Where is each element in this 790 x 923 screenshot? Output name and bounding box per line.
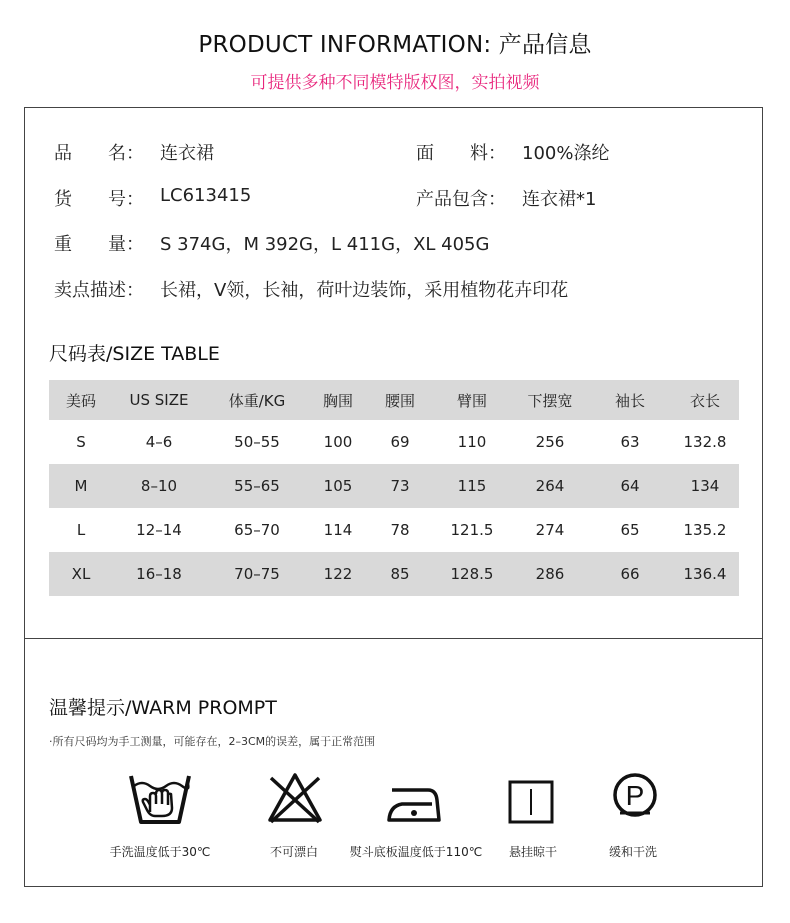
table-cell: 85 <box>367 552 433 596</box>
table-cell: S <box>76 433 86 451</box>
table-cell: M <box>49 464 113 508</box>
table-cell: 121.5 <box>450 521 494 539</box>
name-value: 连衣裙 <box>160 143 214 164</box>
measurement-note: ·所有尺码均为手工测量，可能存在，2–3CM的误差，属于正常范围 <box>49 735 376 748</box>
table-cell: XL <box>49 552 113 596</box>
dry-clean-symbol: P <box>625 780 645 811</box>
table-cell: 110 <box>457 433 487 451</box>
includes-label: 产品包含： <box>416 189 506 210</box>
table-cell: 65–70 <box>234 521 280 539</box>
line-dry-icon <box>507 779 555 825</box>
page-subtitle: 可提供多种不同模特版权图，实拍视频 <box>250 73 540 93</box>
table-cell: 66 <box>589 552 671 596</box>
table-cell: 16–18 <box>113 552 205 596</box>
table-cell: 50–55 <box>234 433 280 451</box>
header-waist: 腰围 <box>367 380 433 420</box>
iron-icon <box>386 778 442 824</box>
table-cell: 105 <box>309 464 367 508</box>
table-cell: 65 <box>620 521 640 539</box>
selling-points-value: 长裙，V领，长袖，荷叶边装饰，采用植物花卉印花 <box>160 280 569 301</box>
table-cell: 114 <box>323 521 353 539</box>
table-cell: 4–6 <box>145 433 173 451</box>
table-cell: 69 <box>390 433 410 451</box>
header-bust: 胸围 <box>309 380 367 420</box>
header-hem: 下摆宽 <box>511 380 589 420</box>
table-cell: 55–65 <box>205 464 309 508</box>
material-value: 100%涤纶 <box>522 143 610 164</box>
material-label: 面 料： <box>416 143 506 164</box>
header-length: 衣长 <box>671 380 739 420</box>
warm-prompt-title: 温馨提示/WARM PROMPT <box>49 697 277 719</box>
name-label: 品 名： <box>54 143 144 164</box>
header-sleeve: 袖长 <box>589 380 671 420</box>
table-cell: 63 <box>620 433 640 451</box>
page-title: PRODUCT INFORMATION: 产品信息 <box>198 32 592 58</box>
header-us-size: US SIZE <box>113 380 205 420</box>
header-us-code: 美码 <box>49 380 113 420</box>
table-row <box>49 508 739 552</box>
table-cell: 134 <box>671 464 739 508</box>
dry-clean-icon <box>612 772 658 818</box>
hand-wash-icon <box>128 772 192 828</box>
table-cell: 70–75 <box>205 552 309 596</box>
no-bleach-label: 不可漂白 <box>269 845 319 859</box>
table-cell: 136.4 <box>671 552 739 596</box>
table-cell: L <box>76 521 86 539</box>
table-cell: 286 <box>511 552 589 596</box>
table-cell: 132.8 <box>683 433 727 451</box>
table-cell: 100 <box>323 433 353 451</box>
no-bleach-icon <box>267 772 323 824</box>
includes-value: 连衣裙*1 <box>522 189 597 210</box>
table-cell: 12–14 <box>136 521 182 539</box>
iron-label: 熨斗底板温度低于110℃ <box>349 845 483 859</box>
weight-label: 重 量： <box>54 234 144 255</box>
dry-clean-label: 缓和干洗 <box>608 845 658 859</box>
table-row <box>49 420 739 464</box>
table-cell: 264 <box>511 464 589 508</box>
selling-points-label: 卖点描述： <box>54 280 144 301</box>
code-label: 货 号： <box>54 189 144 210</box>
line-dry-label: 悬挂晾干 <box>508 845 558 859</box>
size-table-title: 尺码表/SIZE TABLE <box>49 343 220 365</box>
header-weight: 体重/KG <box>205 380 309 420</box>
table-cell: 8–10 <box>113 464 205 508</box>
table-cell: 78 <box>390 521 410 539</box>
table-cell: 256 <box>535 433 565 451</box>
table-cell: 73 <box>367 464 433 508</box>
table-cell: 128.5 <box>433 552 511 596</box>
table-cell: 274 <box>535 521 565 539</box>
code-value: LC613415 <box>160 185 252 206</box>
table-row <box>49 464 739 508</box>
section-divider <box>24 638 763 639</box>
table-cell: 64 <box>589 464 671 508</box>
header-arm: 臂围 <box>433 380 511 420</box>
table-cell: 115 <box>433 464 511 508</box>
weight-value: S 374G，M 392G，L 411G，XL 405G <box>160 234 490 255</box>
size-table-header-row <box>49 380 739 420</box>
table-row <box>49 552 739 596</box>
table-cell: 135.2 <box>683 521 727 539</box>
size-table <box>49 380 739 596</box>
table-cell: 122 <box>309 552 367 596</box>
hand-wash-label: 手洗温度低于30℃ <box>109 845 211 859</box>
